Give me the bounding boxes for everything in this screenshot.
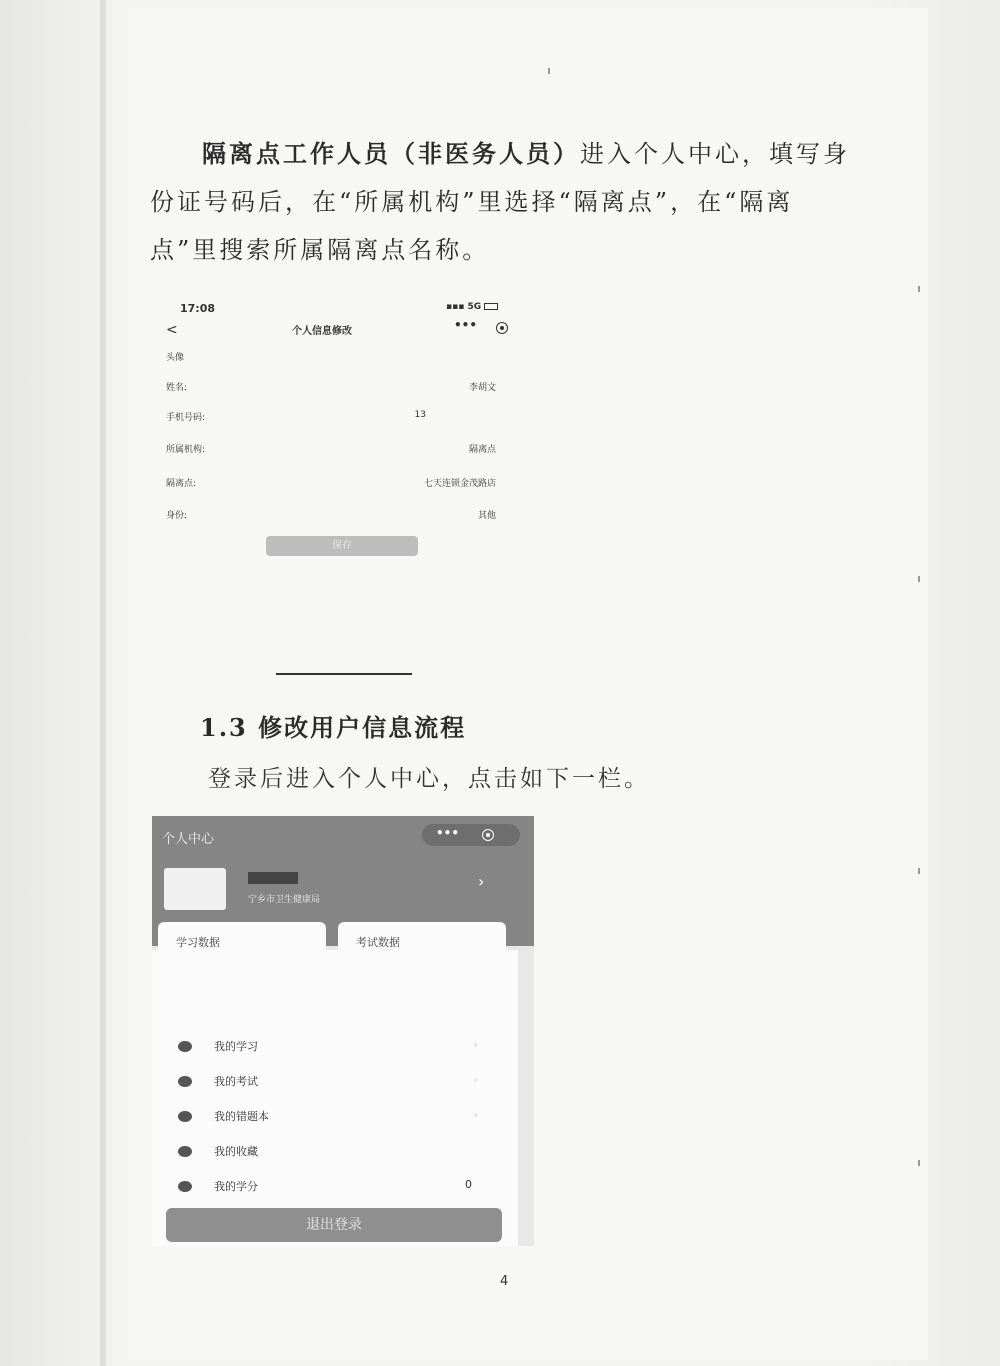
menu-item-label: 我的学分: [214, 1180, 258, 1193]
menu-item-my-study[interactable]: [178, 1038, 498, 1058]
card-title: 考试数据: [356, 936, 400, 949]
profile-chevron-icon[interactable]: ›: [478, 872, 485, 891]
page-title: 个人信息修改: [292, 326, 352, 337]
menu-item-label: 我的学习: [214, 1040, 258, 1053]
card-title: 学习数据: [176, 936, 220, 949]
study-icon: [178, 1041, 192, 1052]
field-value: 13: [414, 410, 426, 420]
save-button[interactable]: 保存: [266, 536, 418, 556]
credit-value: 0: [465, 1178, 472, 1191]
field-label: 头像: [166, 353, 185, 363]
more-menu-button[interactable]: •••: [454, 318, 478, 332]
redacted-username: [248, 872, 298, 884]
field-value: 隔离点: [468, 445, 496, 455]
status-time: 17:08: [180, 302, 216, 315]
credit-icon: [178, 1181, 192, 1192]
field-row-name[interactable]: [166, 380, 496, 394]
menu-item-label: 我的考试: [214, 1075, 258, 1088]
field-value: 李胡文: [468, 383, 496, 393]
battery-icon: [484, 303, 498, 310]
scan-speck: [918, 868, 920, 874]
field-label: 隔离点:: [166, 479, 197, 489]
field-label: 身份:: [166, 511, 188, 521]
scan-speck: [918, 1160, 920, 1166]
screenshot-personal-center: [152, 816, 534, 1246]
intro-bold-text: 隔离点工作人员（非医务人员）: [202, 139, 580, 168]
chevron-right-icon: ›: [473, 1073, 478, 1086]
chevron-right-icon: ›: [473, 1038, 478, 1051]
page-number: 4: [500, 1274, 509, 1289]
page-title: 个人中心: [162, 832, 215, 847]
close-target-icon[interactable]: [496, 322, 508, 334]
heart-icon: [178, 1146, 192, 1157]
field-row-avatar[interactable]: [166, 350, 496, 364]
screenshot-personal-info-edit: [158, 296, 528, 566]
menu-item-my-favorites[interactable]: [178, 1143, 498, 1163]
field-label: 姓名:: [166, 383, 188, 393]
field-value: 七天连锁金茂路店: [423, 479, 496, 489]
field-row-phone[interactable]: [166, 410, 496, 424]
field-value: 其他: [477, 511, 496, 521]
section-heading: 1.3 修改用户信息流程: [200, 713, 467, 742]
close-target-icon[interactable]: [482, 829, 494, 841]
chevron-right-icon: ›: [473, 1108, 478, 1121]
field-label: 手机号码:: [166, 413, 206, 423]
section-paragraph: 登录后进入个人中心，点击如下一栏。: [208, 766, 650, 792]
field-row-isolation-site[interactable]: [166, 476, 496, 490]
section-divider: [276, 673, 412, 675]
scan-speck: [918, 576, 920, 582]
back-button[interactable]: <: [166, 322, 178, 338]
scan-speck: [918, 286, 920, 292]
status-bar: ▪▪▪ 5G: [446, 302, 498, 312]
menu-item-wrong-questions[interactable]: [178, 1108, 498, 1128]
menu-item-my-exam[interactable]: [178, 1073, 498, 1093]
scan-speck: [548, 68, 550, 74]
exam-icon: [178, 1076, 192, 1087]
menu-item-my-credits[interactable]: [178, 1178, 498, 1198]
logout-button[interactable]: 退出登录: [166, 1208, 502, 1242]
error-book-icon: [178, 1111, 192, 1122]
intro-text: 进入个人中心，填写身份证号码后，在“所属机构”里选择“隔离点”，在“隔离点”里搜索所属隔离点名称。: [150, 140, 850, 264]
field-row-identity[interactable]: [166, 508, 496, 522]
menu-item-label: 我的收藏: [214, 1145, 258, 1158]
intro-paragraph: [150, 130, 850, 274]
scan-edge-line: [100, 0, 106, 1366]
field-label: 所属机构:: [166, 445, 206, 455]
menu-list: [152, 950, 518, 1246]
more-menu-button[interactable]: •••: [436, 826, 460, 840]
field-row-organization[interactable]: [166, 442, 496, 456]
mini-program-capsule: [422, 824, 520, 846]
user-organization: 宁乡市卫生健康局: [248, 895, 321, 905]
network-label: 5G: [467, 302, 482, 312]
menu-item-label: 我的错题本: [214, 1110, 269, 1123]
avatar[interactable]: [164, 868, 226, 910]
